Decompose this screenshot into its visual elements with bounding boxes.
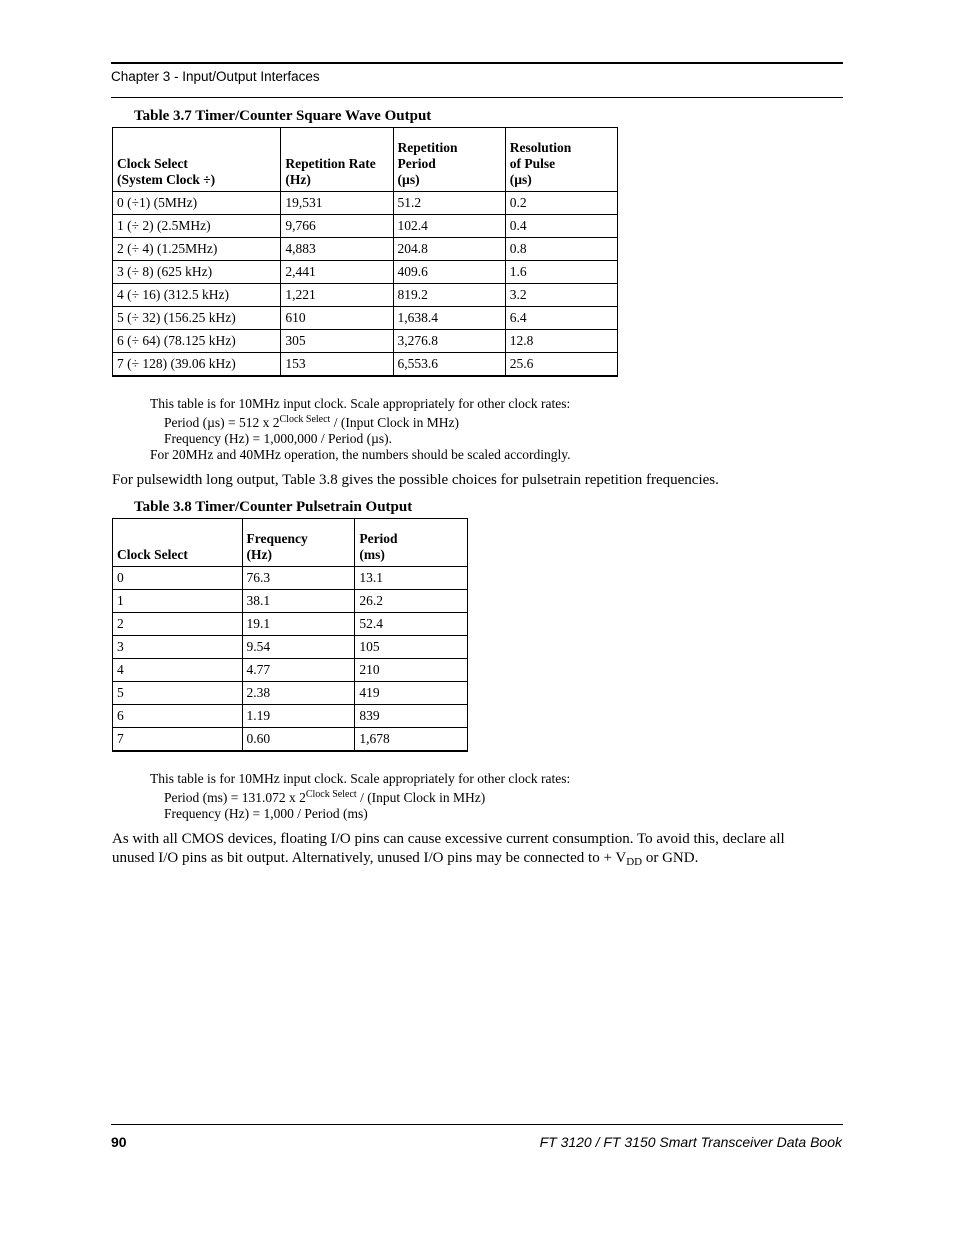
table-cell: 4 [113,659,243,682]
cmos-paragraph [112,830,785,868]
table-cell: 13.1 [355,567,468,590]
table-cell: 4.77 [242,659,355,682]
table-cell: 0 [113,567,243,590]
table-cell: 102.4 [393,215,505,238]
table-cell: 1,678 [355,728,468,752]
table-cell: 1 (÷ 2) (2.5MHz) [113,215,281,238]
table-cell: 76.3 [242,567,355,590]
table-cell: 0.2 [505,192,617,215]
column-header-line: Clock Select [117,156,188,171]
cmos-paragraph-line-2 [112,849,785,868]
table-cell: 3 (÷ 8) (625 kHz) [113,261,281,284]
table-cell: 1.6 [505,261,617,284]
table-cell: 5 (÷ 32) (156.25 kHz) [113,307,281,330]
column-header-line: (µs) [509,172,532,187]
column-header [113,128,281,192]
table-3-8 [112,518,468,752]
page-number: 90 [111,1134,127,1150]
table-3-8-note-1: This table is for 10MHz input clock. Scale appropriately for other clock rates: [150,771,571,786]
table-row [113,330,618,353]
table-row [113,192,618,215]
column-header-line: (ms) [359,547,385,562]
column-header-line: Period [359,531,398,546]
table-cell: 839 [355,705,468,728]
table-cell: 610 [281,307,393,330]
table-cell: 409.6 [393,261,505,284]
table-row [113,682,468,705]
vdd-subscript: DD [626,856,643,868]
table-cell: 19.1 [242,613,355,636]
table-cell: 19,531 [281,192,393,215]
table-cell: 2,441 [281,261,393,284]
column-header-line: Repetition [397,140,458,155]
table-cell: 819.2 [393,284,505,307]
column-header-line: Frequency [246,531,308,546]
table-cell: 105 [355,636,468,659]
table-row [113,238,618,261]
table-cell: 51.2 [393,192,505,215]
table-row [113,590,468,613]
table-cell: 9.54 [242,636,355,659]
footer-rule [111,1124,843,1125]
table-3-7-note-scaling: For 20MHz and 40MHz operation, the numbers should be scaled accordingly. [150,447,571,462]
header-top-rule [111,62,843,64]
table-row [113,215,618,238]
cmos-line-2-start: unused I/O pins as bit output. Alternatively, unused I/O pins may be connected to + V [112,850,627,866]
period-formula-start: Period (µs) = 512 x 2 [164,415,280,430]
table-3-7 [112,127,618,377]
table-cell: 9,766 [281,215,393,238]
column-header-line: of Pulse [509,156,556,171]
cmos-line-2-end: or GND. [642,850,699,866]
table-cell: 1,638.4 [393,307,505,330]
table-cell: 7 [113,728,243,752]
table-cell: 52.4 [355,613,468,636]
period-formula-exponent: Clock Select [279,414,331,425]
table-row [113,307,618,330]
table-3-7-caption: Table 3.7 Timer/Counter Square Wave Output [134,108,432,124]
table-3-7-note-frequency: Frequency (Hz) = 1,000,000 / Period (µs). [164,431,392,446]
table-cell: 3 [113,636,243,659]
column-header-line: Clock Select [117,547,188,562]
table-cell: 1,221 [281,284,393,307]
table-row [113,261,618,284]
table-cell: 3.2 [505,284,617,307]
chapter-heading: Chapter 3 - Input/Output Interfaces [111,69,320,84]
table-cell: 6,553.6 [393,353,505,377]
column-header-line: Repetition Rate [285,156,376,171]
table-cell: 0.8 [505,238,617,261]
table-3-8-caption: Table 3.8 Timer/Counter Pulsetrain Output [134,499,413,515]
table-3-8-note-frequency: Frequency (Hz) = 1,000 / Period (ms) [164,806,368,821]
table-cell: 5 [113,682,243,705]
column-header-line: Resolution [509,140,572,155]
table-cell: 12.8 [505,330,617,353]
column-header [242,519,355,567]
column-header-line: (System Clock ÷) [117,172,216,187]
cmos-paragraph-line-1: As with all CMOS devices, floating I/O pins can cause excessive current consumption. To avoid this, declare all [112,831,785,847]
column-header [355,519,468,567]
table-3-7-note-1: This table is for 10MHz input clock. Scale appropriately for other clock rates: [150,396,571,411]
table-cell: 204.8 [393,238,505,261]
header-bottom-rule [111,97,843,98]
table-cell: 419 [355,682,468,705]
table-cell: 2 (÷ 4) (1.25MHz) [113,238,281,261]
table-cell: 7 (÷ 128) (39.06 kHz) [113,353,281,377]
column-header-line: Period [397,156,436,171]
table-row [113,705,468,728]
table-cell: 4 (÷ 16) (312.5 kHz) [113,284,281,307]
table-row [113,284,618,307]
table-cell: 2 [113,613,243,636]
column-header-line: (Hz) [285,172,311,187]
column-header [113,519,243,567]
table-3-7-note-period [164,415,459,431]
book-title: FT 3120 / FT 3150 Smart Transceiver Data Book [539,1134,842,1150]
table-row [113,567,468,590]
table-cell: 4,883 [281,238,393,261]
table-row [113,613,468,636]
table-cell: 1.19 [242,705,355,728]
column-header-line: (µs) [397,172,420,187]
column-header [393,128,505,192]
table-cell: 0 (÷1) (5MHz) [113,192,281,215]
table-3-8-intro: For pulsewidth long output, Table 3.8 gives the possible choices for pulsetrain repetition frequencies. [112,472,719,488]
table-cell: 0.60 [242,728,355,752]
table-row [113,636,468,659]
table-row [113,659,468,682]
period-ms-formula-start: Period (ms) = 131.072 x 2 [164,790,306,805]
table-cell: 2.38 [242,682,355,705]
column-header-line: (Hz) [246,547,273,562]
table-cell: 210 [355,659,468,682]
table-row [113,728,468,752]
table-cell: 153 [281,353,393,377]
table-cell: 0.4 [505,215,617,238]
table-cell: 6.4 [505,307,617,330]
table-cell: 305 [281,330,393,353]
column-header [505,128,617,192]
table-cell: 25.6 [505,353,617,377]
period-ms-formula-exponent: Clock Select [305,789,357,800]
period-ms-formula-end: / (Input Clock in MHz) [356,790,486,805]
period-formula-end: / (Input Clock in MHz) [330,415,459,430]
table-cell: 3,276.8 [393,330,505,353]
table-cell: 6 [113,705,243,728]
column-header [281,128,393,192]
table-row [113,353,618,377]
table-3-8-note-period [164,790,485,806]
table-cell: 38.1 [242,590,355,613]
table-cell: 1 [113,590,243,613]
table-cell: 26.2 [355,590,468,613]
table-cell: 6 (÷ 64) (78.125 kHz) [113,330,281,353]
